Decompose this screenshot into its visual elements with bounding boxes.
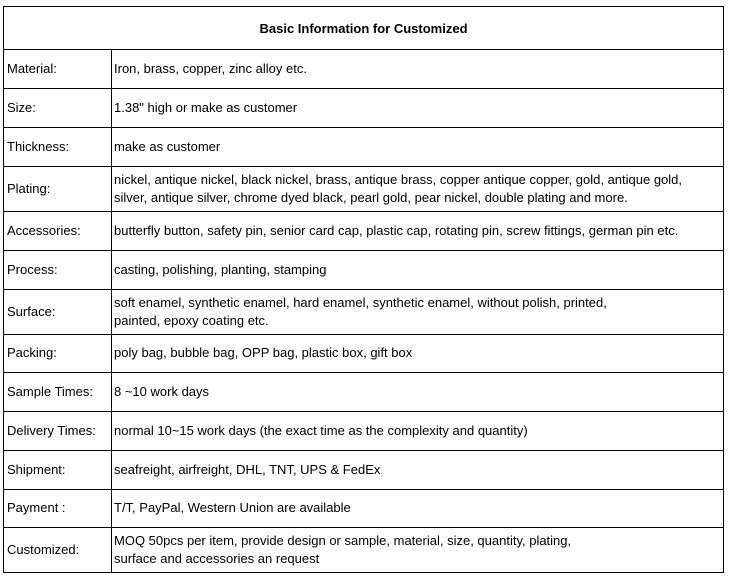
row-label: Customized: [4, 527, 112, 572]
row-value-line: seafreight, airfreight, DHL, TNT, UPS & FedEx [114, 461, 381, 477]
table-row [4, 411, 723, 450]
row-value-line: silver, antique silver, chrome dyed black, pearl gold, pear nickel, double plating and more. [114, 189, 628, 205]
row-value [112, 250, 724, 289]
row-value [112, 88, 724, 127]
table-row [4, 88, 723, 127]
row-label: Sample Times: [4, 372, 112, 411]
table-row [4, 527, 723, 572]
row-value [112, 166, 724, 211]
row-value-line: normal 10~15 work days (the exact time as the complexity and quantity) [114, 422, 528, 438]
row-value [112, 372, 724, 411]
row-value-line: soft enamel, synthetic enamel, hard enamel, synthetic enamel, without polish, printed, [114, 294, 607, 310]
row-value-line: painted, epoxy coating etc. [114, 312, 269, 328]
row-value-line: 1.38" high or make as customer [114, 99, 298, 115]
row-value [112, 411, 724, 450]
table-row [4, 334, 723, 372]
row-label: Plating: [4, 166, 112, 211]
table-row [4, 50, 723, 88]
row-label: Material: [4, 50, 112, 88]
row-value [112, 127, 724, 166]
row-label: Accessories: [4, 211, 112, 250]
table-row [4, 372, 723, 411]
info-table [3, 6, 724, 573]
row-value-line: Iron, brass, copper, zinc alloy etc. [114, 60, 307, 76]
row-label: Shipment: [4, 450, 112, 489]
row-value-line: MOQ 50pcs per item, provide design or sample, material, size, quantity, plating, [114, 532, 572, 548]
row-label: Payment : [4, 489, 112, 527]
row-value [112, 527, 724, 572]
row-label: Packing: [4, 334, 112, 372]
row-value-line: nickel, antique nickel, black nickel, brass, antique brass, copper antique copper, gold, antique gold, [114, 171, 683, 187]
row-label: Thickness: [4, 127, 112, 166]
row-value [112, 289, 724, 334]
table-row [4, 250, 723, 289]
table-row [4, 166, 723, 211]
row-value-line: butterfly button, safety pin, senior card cap, plastic cap, rotating pin, screw fittings, german pin etc. [114, 222, 679, 238]
row-value-line: casting, polishing, planting, stamping [114, 261, 327, 277]
row-value-line: T/T, PayPal, Western Union are available [114, 500, 351, 515]
row-value [112, 334, 724, 372]
info-grid [4, 50, 723, 572]
row-value-line: 8 ~10 work days [114, 383, 210, 399]
table-row [4, 489, 723, 527]
table-row [4, 211, 723, 250]
row-label: Delivery Times: [4, 411, 112, 450]
row-label: Process: [4, 250, 112, 289]
row-label: Size: [4, 88, 112, 127]
row-label: Surface: [4, 289, 112, 334]
row-value-line: surface and accessories an request [114, 550, 320, 566]
table-row [4, 450, 723, 489]
row-value [112, 50, 724, 88]
row-value [112, 450, 724, 489]
row-value-line: poly bag, bubble bag, OPP bag, plastic box, gift box [114, 345, 413, 360]
row-value [112, 211, 724, 250]
table-row [4, 127, 723, 166]
table-title: Basic Information for Customized [4, 7, 723, 50]
table-row [4, 289, 723, 334]
row-value [112, 489, 724, 527]
row-value-line: make as customer [114, 138, 221, 154]
